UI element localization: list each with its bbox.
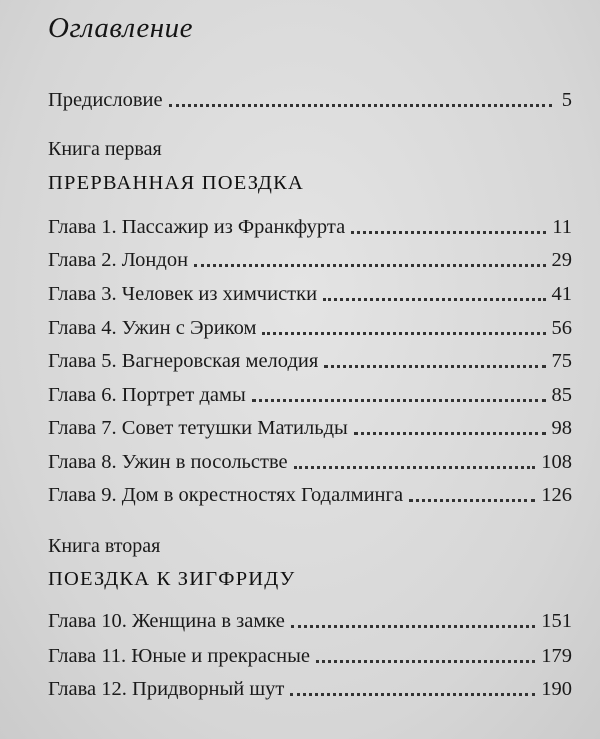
toc-entry-chapter-7 (48, 413, 572, 443)
toc-entry-chapter-12 (48, 674, 572, 704)
dot-leader (290, 693, 535, 696)
toc-entry-chapter-8 (48, 447, 572, 477)
toc-entry-chapter-11 (48, 641, 572, 671)
toc-entry-preface (48, 85, 572, 115)
toc-entry-label: Глава 10. Женщина в замке (48, 610, 285, 632)
toc-entry-page: 11 (552, 216, 572, 238)
page-title: Оглавление (48, 12, 193, 44)
toc-entry-label: Глава 8. Ужин в посольстве (48, 451, 288, 473)
dot-leader (316, 660, 535, 663)
toc-entry-page: 98 (551, 417, 572, 439)
dot-leader (323, 298, 545, 301)
toc-entry-page: 29 (551, 249, 572, 271)
book-one-title: ПРЕРВАННАЯ ПОЕЗДКА (48, 172, 304, 194)
toc-entry-label: Глава 1. Пассажир из Франкфурта (48, 216, 346, 238)
book-one-label: Книга первая (48, 138, 162, 160)
toc-entry-chapter-1 (48, 212, 572, 242)
toc-entry-chapter-3 (48, 279, 572, 309)
toc-entry-label: Глава 11. Юные и прекрасные (48, 645, 310, 667)
toc-entry-page: 179 (541, 645, 572, 667)
toc-entry-page: 41 (551, 283, 572, 305)
book-two-label: Книга вторая (48, 535, 161, 557)
toc-entry-page: 108 (541, 451, 572, 473)
dot-leader (351, 231, 546, 234)
toc-entry-page: 190 (541, 678, 572, 700)
toc-entry-page: 151 (541, 610, 572, 632)
toc-entry-page: 126 (541, 484, 572, 506)
toc-entry-page: 5 (561, 89, 572, 111)
dot-leader (294, 466, 536, 469)
toc-entry-page: 75 (551, 350, 572, 372)
toc-entry-label: Глава 3. Человек из химчистки (48, 283, 318, 305)
dot-leader (169, 104, 552, 107)
toc-entry-label: Глава 4. Ужин с Эриком (48, 317, 257, 339)
toc-entry-chapter-4 (48, 313, 572, 343)
toc-entry-page: 56 (551, 317, 572, 339)
dot-leader (291, 625, 535, 628)
toc-entry-chapter-5 (48, 346, 572, 376)
toc-entry-label: Глава 2. Лондон (48, 249, 189, 271)
dot-leader (262, 332, 545, 335)
toc-entry-label: Глава 12. Придворный шут (48, 678, 285, 700)
toc-entry-label: Предисловие (48, 89, 163, 111)
dot-leader (324, 365, 545, 368)
dot-leader (354, 432, 546, 435)
dot-leader (252, 399, 546, 402)
toc-entry-label: Глава 9. Дом в окрестностях Годалминга (48, 484, 404, 506)
toc-entry-chapter-10 (48, 606, 572, 636)
dot-leader (194, 264, 545, 267)
toc-entry-chapter-2 (48, 245, 572, 275)
book-two-title: ПОЕЗДКА К ЗИГФРИДУ (48, 568, 296, 590)
dot-leader (409, 499, 535, 502)
toc-entry-chapter-6 (48, 380, 572, 410)
toc-entry-page: 85 (551, 384, 572, 406)
toc-entry-label: Глава 6. Портрет дамы (48, 384, 246, 406)
toc-entry-label: Глава 7. Совет тетушки Матильды (48, 417, 348, 439)
toc-entry-chapter-9 (48, 480, 572, 510)
toc-entry-label: Глава 5. Вагнеровская мелодия (48, 350, 319, 372)
